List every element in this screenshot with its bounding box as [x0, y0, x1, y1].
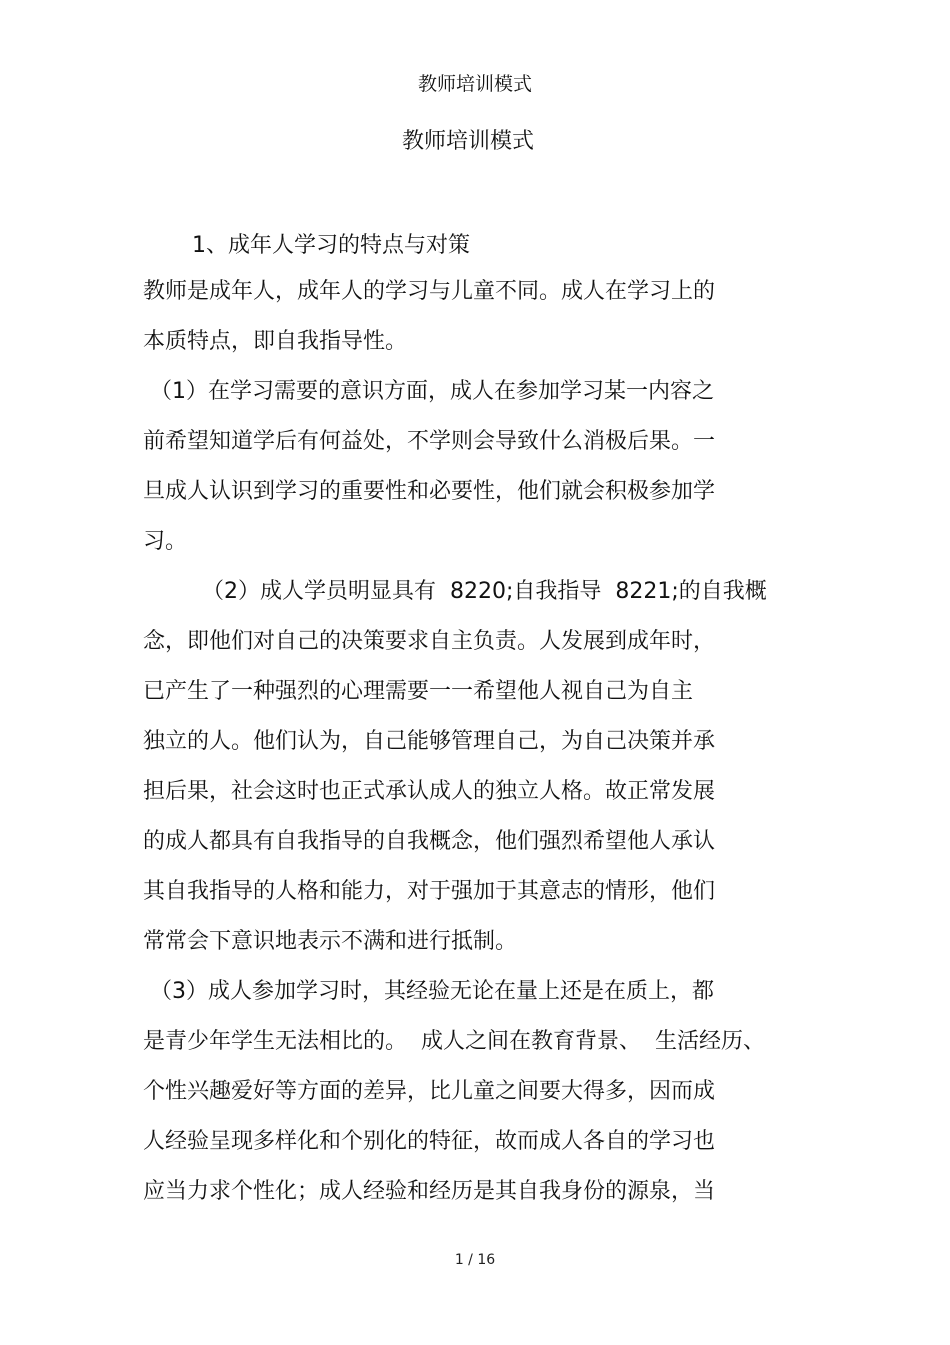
- paragraph-line: 个性兴趣爱好等方面的差异，比儿童之间要大得多，因而成: [143, 1079, 716, 1104]
- paragraph-line: 习。: [143, 529, 188, 554]
- paragraph-line: 担后果，社会这时也正式承认成人的独立人格。故正常发展: [143, 779, 716, 804]
- paragraph-line: 念，即他们对自己的决策要求自主负责。人发展到成年时，: [143, 629, 716, 654]
- paragraph-line: 教师是成年人，成年人的学习与儿童不同。成人在学习上的: [143, 279, 716, 304]
- document-title: 教师培训模式: [401, 129, 534, 154]
- paragraph-line: 旦成人认识到学习的重要性和必要性，他们就会积极参加学: [143, 479, 716, 504]
- paragraph-line: 已产生了一种强烈的心理需要一一希望他人视自己为自主: [143, 679, 694, 704]
- paragraph-line: 其自我指导的人格和能力，对于强加于其意志的情形，他们: [143, 879, 716, 904]
- page-indicator: 1 / 16: [454, 1252, 496, 1268]
- paragraph-line: （1）在学习需要的意识方面，成人在参加学习某一内容之: [150, 379, 714, 404]
- paragraph-line: 的成人都具有自我指导的自我概念，他们强烈希望他人承认: [143, 829, 716, 854]
- paragraph-line: 本质特点，即自我指导性。: [143, 329, 408, 354]
- paragraph-line: 应当力求个性化；成人经验和经历是其自我身份的源泉，当: [143, 1179, 716, 1204]
- paragraph-line: （3）成人参加学习时，其经验无论在量上还是在质上，都: [150, 979, 714, 1004]
- paragraph-line: 前希望知道学后有何益处，不学则会导致什么消极后果。一: [143, 429, 716, 454]
- paragraph-line: （2）成人学员明显具有 8220;自我指导 8221;的自我概: [202, 579, 767, 604]
- running-header: 教师培训模式: [417, 73, 532, 95]
- paragraph-line: 是青少年学生无法相比的。 成人之间在教育背景、 生活经历、: [143, 1029, 765, 1054]
- paragraph-line: 人经验呈现多样化和个别化的特征，故而成人各自的学习也: [143, 1129, 716, 1154]
- section-heading: 1、成年人学习的特点与对策: [192, 233, 470, 258]
- paragraph-line: 独立的人。他们认为，自己能够管理自己，为自己决策并承: [143, 729, 716, 754]
- paragraph-line: 常常会下意识地表示不满和进行抵制。: [143, 929, 518, 954]
